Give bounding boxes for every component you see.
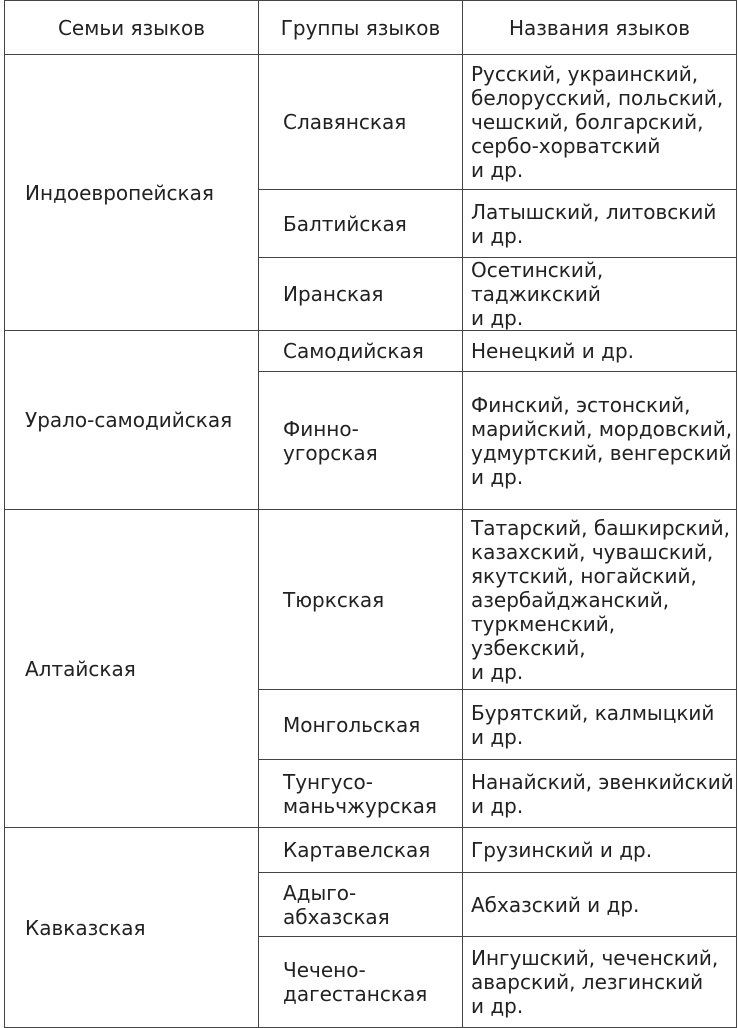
table-row (5, 828, 737, 873)
header-families: Семьи языков (5, 1, 259, 55)
languages-cell: Нанайский, эвенкийский и др. (463, 760, 737, 828)
languages-cell: Финский, эстонский, марийский, мордовский, удмуртский, венгерский и др. (463, 372, 737, 510)
group-cell: Самодийская (259, 331, 463, 372)
group-cell: Балтийская (259, 190, 463, 258)
languages-cell: Русский, украинский, белорусский, польский, чешский, болгарский, сербо-хорватский и др. (463, 55, 737, 190)
group-cell: Финно- угорская (259, 372, 463, 510)
table-row (5, 55, 737, 190)
table-row (5, 331, 737, 372)
group-cell: Чечено- дагестанская (259, 937, 463, 1028)
languages-cell: Грузинский и др. (463, 828, 737, 873)
languages-cell: Ингушский, чеченский, аварский, лезгинский и др. (463, 937, 737, 1028)
header-groups: Группы языков (259, 1, 463, 55)
group-cell: Адыго- абхазская (259, 873, 463, 937)
family-cell: Алтайская (5, 510, 259, 828)
family-cell: Урало-самодийская (5, 331, 259, 510)
family-cell: Индоевропейская (5, 55, 259, 331)
group-cell: Картавелская (259, 828, 463, 873)
header-row (5, 1, 737, 55)
table-row (5, 510, 737, 690)
language-families-table (4, 0, 737, 1028)
group-cell: Иранская (259, 258, 463, 331)
group-cell: Монгольская (259, 690, 463, 760)
languages-cell: Татарский, башкирский, казахский, чувашский, якутский, ногайский, азербайджанский, туркменский, узбекский, и др. (463, 510, 737, 690)
group-cell: Славянская (259, 55, 463, 190)
group-cell: Тюркская (259, 510, 463, 690)
group-cell: Тунгусо- маньчжурская (259, 760, 463, 828)
languages-cell: Абхазский и др. (463, 873, 737, 937)
header-names: Названия языков (463, 1, 737, 55)
family-cell: Кавказская (5, 828, 259, 1028)
languages-cell: Ненецкий и др. (463, 331, 737, 372)
languages-cell: Бурятский, калмыцкий и др. (463, 690, 737, 760)
languages-cell: Латышский, литовский и др. (463, 190, 737, 258)
languages-cell: Осетинский, таджикский и др. (463, 258, 737, 331)
